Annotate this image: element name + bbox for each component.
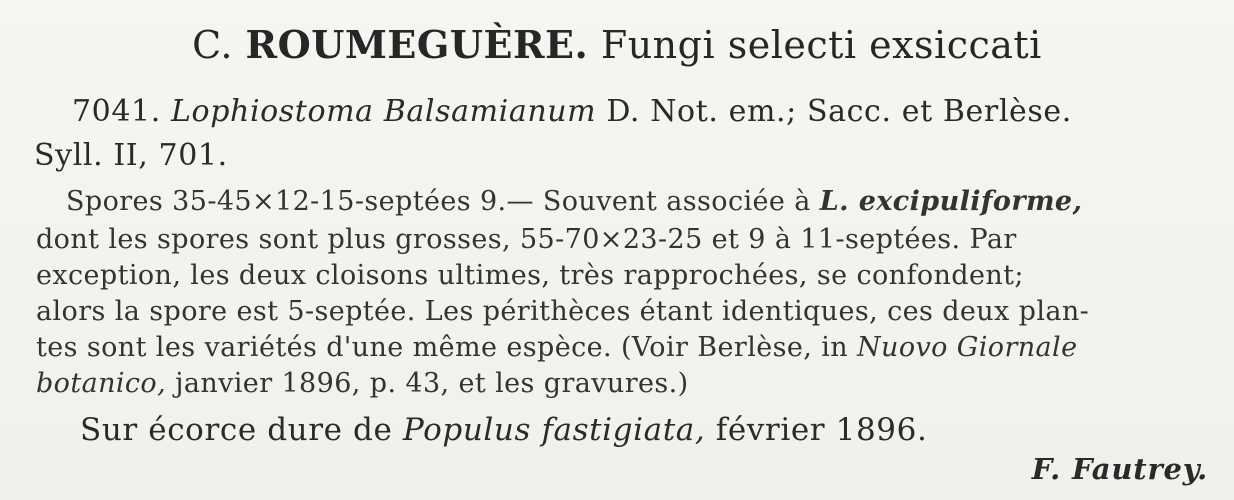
habitat-line	[80, 412, 927, 448]
description-text: janvier 1896, p. 43, et les gravures.)	[175, 368, 689, 399]
description-taxon: L. excipuliforme,	[819, 186, 1083, 217]
entry-heading	[72, 94, 1072, 129]
description-line-4: alors la spore est 5-septée. Les périthèces étant identiques, ces deux plan-	[36, 296, 1090, 327]
description-journal: Nuovo Giornale	[857, 332, 1078, 363]
description-line-3: exception, les deux cloisons ultimes, très rapprochées, se confondent;	[36, 260, 1024, 291]
description-text: Spores 35-45×12-15-septées 9.— Souvent associée à	[66, 186, 811, 217]
entry-taxon: Lophiostoma Balsamianum	[171, 94, 597, 129]
description-line-5	[36, 332, 1077, 363]
title-initial: C.	[192, 23, 233, 67]
entry-number: 7041.	[72, 94, 161, 129]
title-name: ROUMEGUÈRE.	[245, 22, 589, 67]
habitat-text: Sur écorce dure de	[80, 412, 393, 448]
description-text: tes sont les variétés d'une même espèce. (Voir Berlèse, in	[36, 332, 849, 363]
entry-reference: Syll. II, 701.	[34, 138, 228, 173]
title-series: Fungi selecti exsiccati	[600, 23, 1042, 67]
entry-authority: D. Not. em.; Sacc. et Berlèse.	[606, 94, 1072, 129]
description-line-6	[36, 368, 689, 399]
description-line-1	[66, 186, 1082, 217]
page-title	[0, 22, 1234, 67]
habitat-host: Populus fastigiata,	[402, 412, 706, 448]
collector-signature: F. Fautrey.	[1031, 452, 1208, 486]
description-line-2: dont les spores sont plus grosses, 55-70×23-25 et 9 à 11-septées. Par	[36, 224, 1017, 255]
habitat-date: février 1896.	[715, 412, 928, 448]
description-journal: botanico,	[36, 368, 167, 399]
